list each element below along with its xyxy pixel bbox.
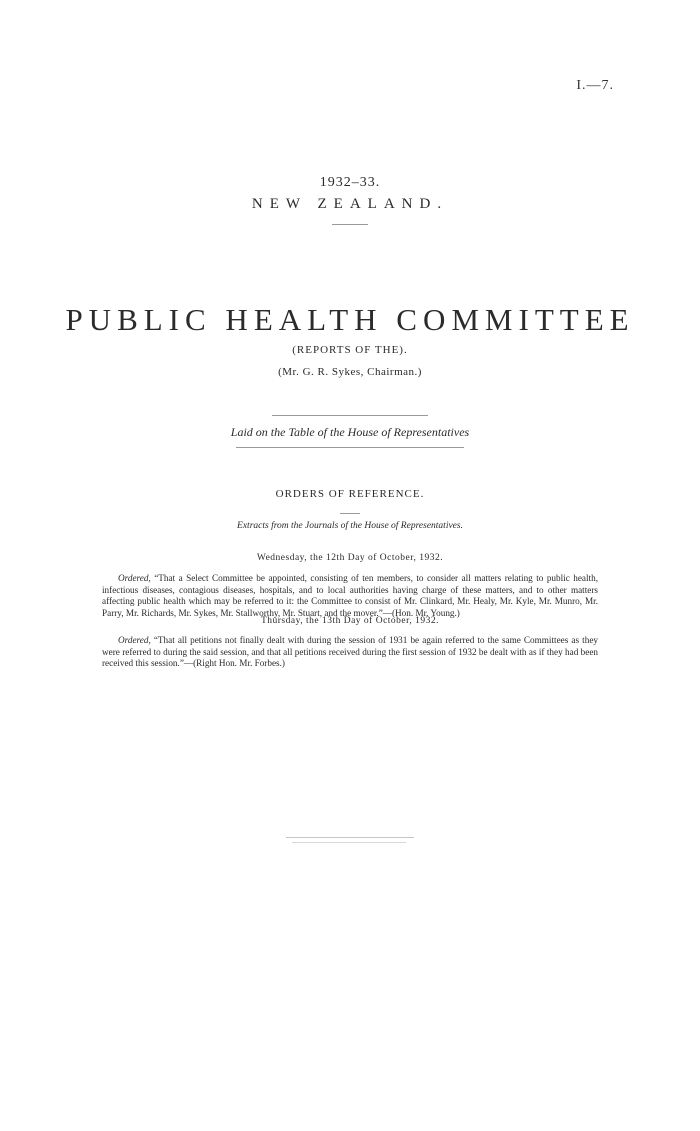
extracts-caption: Extracts from the Journals of the House of Representatives. (237, 521, 463, 531)
divider (292, 842, 406, 843)
order-lead: Ordered, (118, 573, 151, 583)
order-paragraph (102, 573, 598, 619)
order-date: Thursday, the 13th Day of October, 1932. (260, 616, 440, 626)
divider (340, 513, 360, 514)
order-date: Wednesday, the 12th Day of October, 1932. (256, 553, 444, 563)
report-title: PUBLIC HEALTH COMMITTEE (65, 302, 635, 337)
country-name: NEW ZEALAND. (251, 196, 449, 212)
report-subtitle: (REPORTS OF THE). (292, 344, 408, 356)
page-reference: I.—7. (576, 78, 614, 93)
order-paragraph (102, 635, 598, 670)
session-year: 1932–33. (319, 175, 381, 190)
divider (286, 837, 414, 838)
chairman-line: (Mr. G. R. Sykes, Chairman.) (278, 366, 422, 378)
orders-heading: ORDERS OF REFERENCE. (275, 488, 425, 500)
laid-on-table-line: Laid on the Table of the House of Representatives (230, 425, 470, 439)
divider (272, 415, 428, 416)
divider (332, 224, 368, 225)
order-lead: Ordered, (118, 635, 151, 645)
order-text: “That all petitions not finally dealt with during the session of 1931 be again referred to the same Committees as they were referred to during the said session, and that all petitions received during the first session of 1932 be dealt with as if they had been received this session.”—(Right Hon. Mr. Forbes.) (102, 635, 598, 669)
order-text: “That a Select Committee be appointed, consisting of ten members, to consider all matters relating to public health, infectious diseases, contagious diseases, hospitals, and to local authorities having charge of these matters, and to other matters affecting public health which may be referred to it: the Committee to consist of Mr. Clinkard, Mr. Healy, Mr. Kyle, Mr. Munro, Mr. Parry, Mr. Richards, Mr. Sykes, Mr. Stallworthy, Mr. Stuart, and the mover.”—(Hon. Mr. Young.) (102, 573, 598, 618)
divider (236, 447, 464, 448)
